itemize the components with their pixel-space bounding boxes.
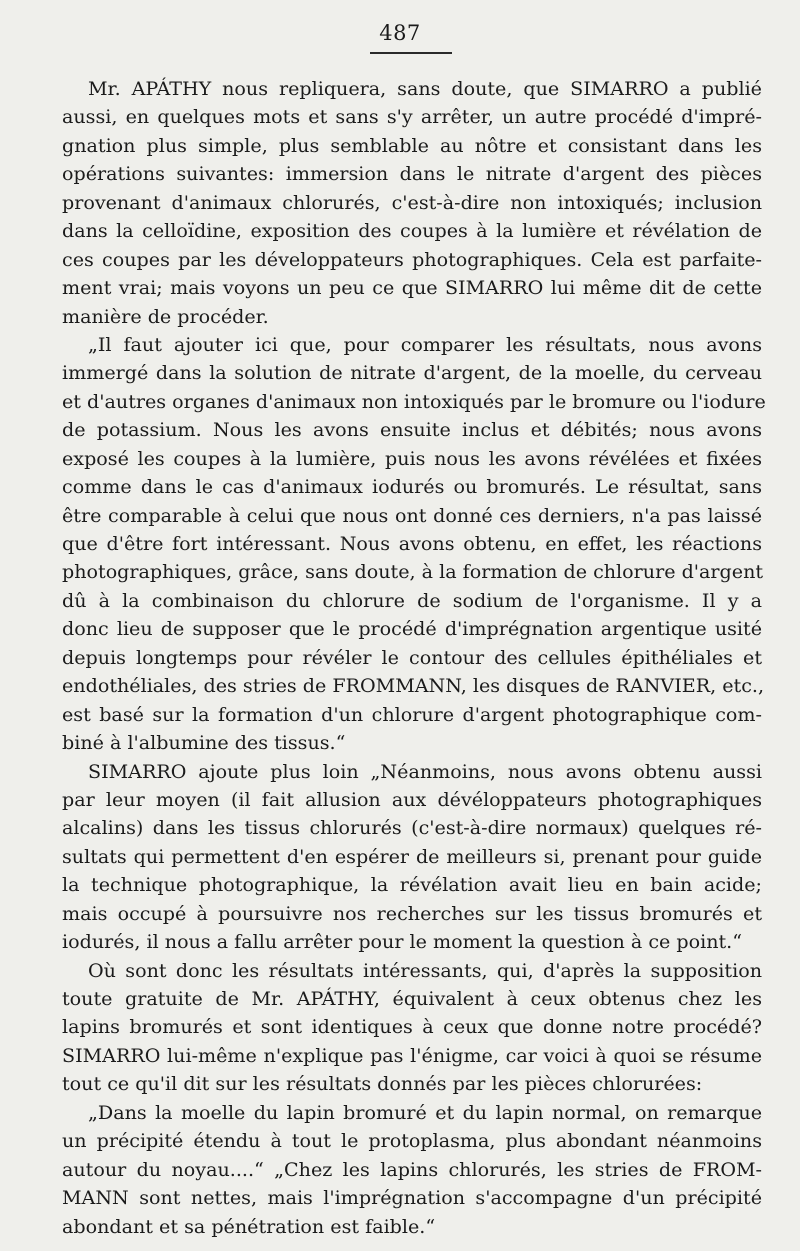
text-line: exposé les coupes à la lumière, puis nous les avons révélées et fixées — [62, 446, 762, 470]
text-line: que d'être fort intéressant. Nous avons obtenu, en effet, les réactions — [62, 532, 762, 555]
text-line: tout ce qu'il dit sur les résultats donnés par les pièces chlorurées: — [62, 1072, 703, 1096]
text-line: gnation plus simple, plus semblable au nôtre et consistant dans les — [62, 133, 762, 157]
paragraph-4 — [62, 957, 762, 1099]
text-line: abondant et sa pénétration est faible.“ — [62, 1214, 436, 1238]
text-line: un précipité étendu à tout le protoplasma, plus abondant néanmoins — [62, 1129, 762, 1153]
text-line: „Il faut ajouter ici que, pour comparer les résultats, nous avons — [88, 332, 762, 356]
text-line: biné à l'albumine des tissus.“ — [62, 731, 346, 755]
text-line: et d'autres organes d'animaux non intoxiqués par le bromure ou l'iodure — [62, 389, 766, 413]
text-line: est basé sur la formation d'un chlorure d'argent photographique com- — [62, 702, 762, 726]
paragraph-2 — [62, 331, 766, 758]
text-line: comme dans le cas d'animaux iodurés ou bromurés. Le résultat, sans — [62, 475, 762, 499]
paragraph-5 — [62, 1099, 762, 1241]
text-line: aussi, en quelques mots et sans s'y arrêter, un autre procédé d'impré- — [62, 105, 762, 129]
text-line: opérations suivantes: immersion dans le nitrate d'argent des pièces — [62, 162, 762, 186]
text-line: immergé dans la solution de nitrate d'argent, de la moelle, du cerveau — [62, 361, 762, 385]
paragraph-1 — [62, 75, 762, 331]
text-line: MANN sont nettes, mais l'imprégnation s'accompagne d'un précipité — [62, 1186, 762, 1210]
text-line: iodurés, il nous a fallu arrêter pour le moment la question à ce point.“ — [62, 930, 743, 954]
text-line: manière de procéder. — [62, 304, 269, 328]
text-line: „Dans la moelle du lapin bromuré et du lapin normal, on remarque — [88, 1100, 762, 1124]
page-number: 487 — [379, 21, 421, 45]
text-line: sultats qui permettent d'en espérer de meilleurs si, prenant pour guide — [62, 844, 762, 868]
text-line: dans la celloïdine, exposition des coupes à la lumière et révélation de — [62, 219, 762, 243]
text-line: par leur moyen (il fait allusion aux dévéloppateurs photographiques — [62, 787, 762, 811]
body-text — [62, 75, 766, 1241]
text-line: donc lieu de supposer que le procédé d'imprégnation argentique usité — [62, 617, 762, 641]
text-line: ment vrai; mais voyons un peu ce que SIMARRO lui même dit de cette — [62, 276, 762, 300]
text-line: de potassium. Nous les avons ensuite inclus et débités; nous avons — [62, 418, 762, 442]
text-line: ces coupes par les développateurs photographiques. Cela est parfaite- — [62, 247, 762, 271]
text-line: toute gratuite de Mr. APÁTHY, équivalent à ceux obtenus chez les — [62, 987, 762, 1010]
text-line: lapins bromurés et sont identiques à ceux que donne notre procédé? — [62, 1015, 762, 1039]
text-line: dû à la combinaison du chlorure de sodium de l'organisme. Il y a — [62, 588, 762, 612]
text-line: Mr. APÁTHY nous repliquera, sans doute, que SIMARRO a publié — [88, 77, 762, 100]
text-line: SIMARRO ajoute plus loin „Néanmoins, nous avons obtenu aussi — [88, 759, 762, 783]
page-number-rule — [370, 52, 452, 54]
text-line: être comparable à celui que nous ont donné ces derniers, n'a pas laissé — [62, 503, 762, 527]
text-line: endothéliales, des stries de FROMMANN, les disques de RANVIER, etc., — [62, 674, 765, 698]
text-line: provenant d'animaux chlorurés, c'est-à-dire non intoxiqués; inclusion — [62, 190, 762, 214]
text-line: mais occupé à poursuivre nos recherches sur les tissus bromurés et — [62, 901, 762, 925]
text-line: photographiques, grâce, sans doute, à la formation de chlorure d'argent — [62, 560, 764, 584]
text-line: Où sont donc les résultats intéressants, qui, d'après la supposition — [88, 958, 762, 982]
paragraph-3 — [62, 758, 762, 957]
text-line: SIMARRO lui-même n'explique pas l'énigme, car voici à quoi se résume — [62, 1043, 762, 1067]
text-line: depuis longtemps pour révéler le contour des cellules épithéliales et — [62, 645, 762, 669]
text-line: alcalins) dans les tissus chlorurés (c'est-à-dire normaux) quelques ré- — [62, 816, 762, 840]
text-line: la technique photographique, la révélation avait lieu en bain acide; — [62, 873, 762, 897]
text-line: autour du noyau....“ „Chez les lapins chlorurés, les stries de FROM- — [62, 1157, 762, 1181]
